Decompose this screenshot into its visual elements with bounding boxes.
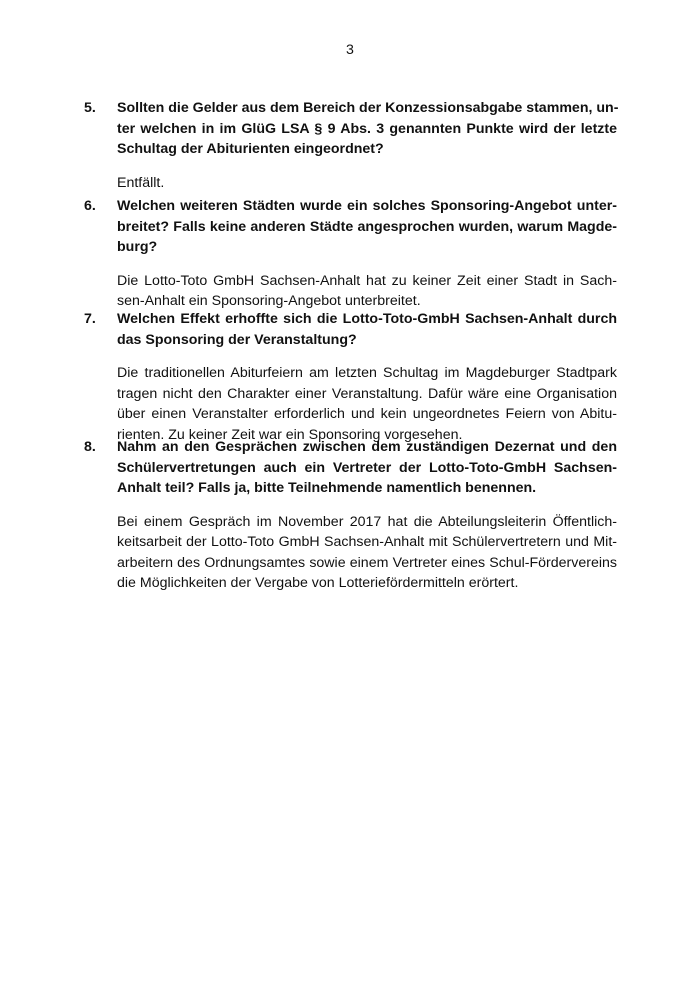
question-line: burg?: [117, 239, 158, 255]
question-block-5: [84, 98, 617, 193]
answer-line: arbeitern des Ordnungsamtes sowie einem Vertreter eines Schul-Fördervereins: [117, 554, 617, 571]
answer-line: Die traditionellen Abiturfeiern am letzten Schultag im Magdeburger Stadtpark: [117, 365, 617, 381]
answer-line: rienten. Zu keiner Zeit war ein Sponsoring vorgesehen.: [117, 426, 463, 443]
question-5: [84, 98, 617, 160]
answer-8: [84, 512, 617, 594]
question-number: 7.: [84, 311, 96, 327]
question-line: Sollten die Gelder aus dem Bereich der Konzessionsabgabe stammen, un-: [117, 100, 619, 116]
answer-line: Entfällt.: [117, 174, 165, 191]
question-8: [84, 437, 617, 499]
page-number: 3: [346, 42, 354, 58]
question-line: Anhalt teil? Falls ja, bitte Teilnehmende namentlich benennen.: [117, 480, 537, 496]
answer-5: [84, 173, 617, 194]
question-line: das Sponsoring der Veranstaltung?: [117, 331, 357, 348]
question-block-7: [84, 309, 617, 445]
question-block-8: [84, 437, 617, 594]
answer-line: über einen Veranstalter erforderlich und kein ungeordnetes Feiern von Abitu-: [117, 406, 617, 422]
answer-line: sen-Anhalt ein Sponsoring-Angebot unterbreitet.: [117, 293, 421, 309]
question-6: [84, 196, 617, 258]
question-7: [84, 309, 617, 350]
question-number: 5.: [84, 100, 96, 116]
answer-line: tragen nicht den Charakter einer Veranstaltung. Dafür wäre eine Organisation: [117, 385, 617, 402]
question-line: Schultag der Abiturienten eingeordnet?: [117, 141, 384, 157]
answer-line: Bei einem Gespräch im November 2017 hat die Abteilungsleiterin Öffentlich-: [117, 513, 617, 530]
question-line: breitet? Falls keine anderen Städte angesprochen wurden, warum Magde-: [117, 218, 617, 235]
question-line: Welchen Effekt erhoffte sich die Lotto-Toto-GmbH Sachsen-Anhalt durch: [117, 311, 617, 327]
answer-6: [84, 271, 617, 312]
question-line: Nahm an den Gesprächen zwischen dem zuständigen Dezernat und den: [117, 439, 617, 455]
question-number: 8.: [84, 439, 96, 455]
question-line: Welchen weiteren Städten wurde ein solches Sponsoring-Angebot unter-: [117, 198, 617, 214]
answer-line: Die Lotto-Toto GmbH Sachsen-Anhalt hat zu keiner Zeit einer Stadt in Sach-: [117, 272, 617, 289]
answer-line: keitsarbeit der Lotto-Toto GmbH Sachsen-Anhalt mit Schülervertretern und Mit-: [117, 534, 617, 550]
answer-7: [84, 363, 617, 445]
question-line: Schülervertretungen auch ein Vertreter der Lotto-Toto-GmbH Sachsen-: [117, 459, 617, 476]
question-line: ter welchen in im GlüG LSA § 9 Abs. 3 genannten Punkte wird der letzte: [117, 120, 617, 137]
question-number: 6.: [84, 198, 96, 214]
question-block-6: [84, 196, 617, 312]
answer-line: die Möglichkeiten der Vergabe von Lotteriefördermitteln erörtert.: [117, 575, 519, 591]
